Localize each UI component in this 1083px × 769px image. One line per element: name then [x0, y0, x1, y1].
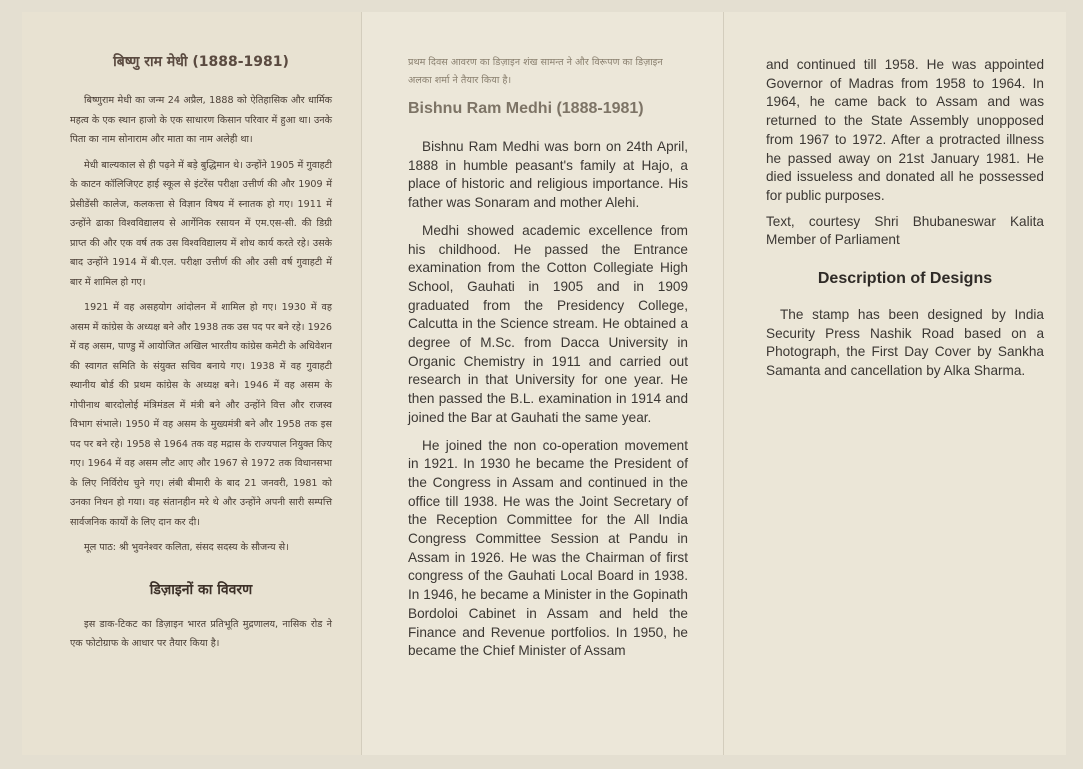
hindi-panel: [22, 12, 362, 755]
english-panel-middle: [362, 12, 724, 755]
hindi-credit: मूल पाठ: श्री भुवनेश्वर कलिता, संसद सदस्य के सौजन्य से।: [84, 542, 289, 553]
english-paragraph-1: Bishnu Ram Medhi was born on 24th April, 1888 in humble peasant's family at Hajo, a place of historic and religious importance. His father was Sonaram and mother Alehi.: [408, 139, 688, 211]
hindi-design-heading: डिज़ाइनों का विवरण: [149, 581, 253, 598]
hindi-design-text: इस डाक-टिकट का डिज़ाइन भारत प्रतिभूति मुद्रणालय, नासिक रोड ने एक फोटोग्राफ के आधार पर तैयार किया है।: [70, 618, 332, 649]
english-paragraph-3: He joined the non co-operation movement in 1921. In 1930 he became the President of the Congress in Assam and continued in the office till 1938. He was the Joint Secretary of the Reception Committee for the All India Congress Committee Session at Pandu in Assam in 1926. He was the Chairman of first congress of the Gauhati Local Board in 1938. In 1946, he became a Minister in the Gopinath Bordoloi Cabinet in Assam and held the Finance and Revenue portfolios. In 1950, he became the Chief Minister of Assam: [408, 437, 688, 659]
english-credit: Text, courtesy Shri Bhubaneswar Kalita Member of Parliament: [766, 213, 1044, 248]
faded-hindi-design-note: प्रथम दिवस आवरण का डिज़ाइन शंख सामन्त ने और विरूपण का डिज़ाइन अलका शर्मा ने तैयार किया है।: [408, 57, 663, 86]
english-title: Bishnu Ram Medhi (1888-1981): [408, 100, 644, 117]
hindi-paragraph-2: मेधी बाल्यकाल से ही पढ़ने में बड़े बुद्धिमान थे। उन्होंने 1905 में गुवाहटी के काटन कॉलिजिएट हाई स्कूल से इंटरेंस परीक्षा उत्तीर्ण की और 1909 में प्रेसीडेंसी कालेज, कलकत्ता से विज्ञान विषय में स्नातक हो गए। 1911 में उन्होंने ढाका विश्वविद्यालय से आर्गेनिक रसायन में एम.एस-सी. की डिग्री प्राप्त की और एक वर्ष तक उस विश्वविद्यालय में शोध कार्य करते रहे। उसके बाद उन्होंने 1914 में बी.एल. परीक्षा उत्तीर्ण की और उसी वर्ष गुवाहटी में बार में शामिल हो गए।: [70, 159, 332, 288]
hindi-title: बिष्णु राम मेधी (1888-1981): [113, 54, 289, 70]
english-paragraph-2: Medhi showed academic excellence from his childhood. He passed the Entrance examination from the Cotton Collegiate High School, Gauhati in 1905 and in 1909 graduated from the Presidency College, Calcutta in the Science stream. He obtained a degree of M.Sc. from Dacca University in Organic Chemistry in 1911 and carried out research in that University for one year. He then passed the B.L. examination in 1914 and joined the Bar at Gauhati the same year.: [408, 222, 688, 425]
english-continuation: and continued till 1958. He was appointed Governor of Madras from 1958 to 1964. In 1964, he came back to Assam and was returned to the State Assembly unopposed from 1967 to 1972. After a protracted illness he passed away on 21st January 1981. He died issueless and donated all he possessed for public purposes.: [766, 57, 1044, 203]
hindi-paragraph-1: बिष्णुराम मेधी का जन्म 24 अप्रैल, 1888 को ऐतिहासिक और धार्मिक महत्व के एक स्थान हाजो के एक साधारण किसान परिवार में हुआ था। उनके पिता का नाम सोनाराम और माता का नाम अलेही था।: [70, 95, 332, 145]
english-panel-right: [724, 12, 1066, 755]
design-description-text: The stamp has been designed by India Security Press Nashik Road based on a Photograph, the First Day Cover by Sankha Samanta and cancellation by Alka Sharma.: [766, 307, 1044, 379]
design-description-heading: Description of Designs: [817, 270, 993, 288]
hindi-paragraph-3: 1921 में वह असहयोग आंदोलन में शामिल हो गए। 1930 में वह असम में कांग्रेस के अध्यक्ष बने और 1938 तक उस पद पर बने रहे। 1926 में वह असम, पाण्डु में आयोजित अखिल भारतीय कांग्रेस कमेटी के अधिवेशन की स्वागत समिति के संयुक्त सचिव बनाये गए। 1938 में वह गुवाहटी स्थानीय बोर्ड की प्रथम कांग्रेस के अध्यक्ष बने। 1946 में वह असम के गोपीनाथ बारदोलोई मंत्रिमंडल में मंत्री बने और उन्होंने वित्त और राजस्व विभाग संभाले। 1950 में वह असम के मुख्यमंत्री बने और 1958 तक इस पद पर बने रहे। 1958 से 1964 तक वह मद्रास के राज्यपाल नियुक्त किए गए। 1964 में वह असम लौट आए और 1967 से 1972 तक विधानसभा के लिए निर्विरोध चुने गए। लंबी बीमारी के बाद 21 जनवरी, 1981 को उनका निधन हो गया। वह संतानहीन मरे थे और उन्होंने अपनी सारी सम्पत्ति सार्वजनिक कार्यों के लिए दान कर दी।: [70, 302, 332, 528]
